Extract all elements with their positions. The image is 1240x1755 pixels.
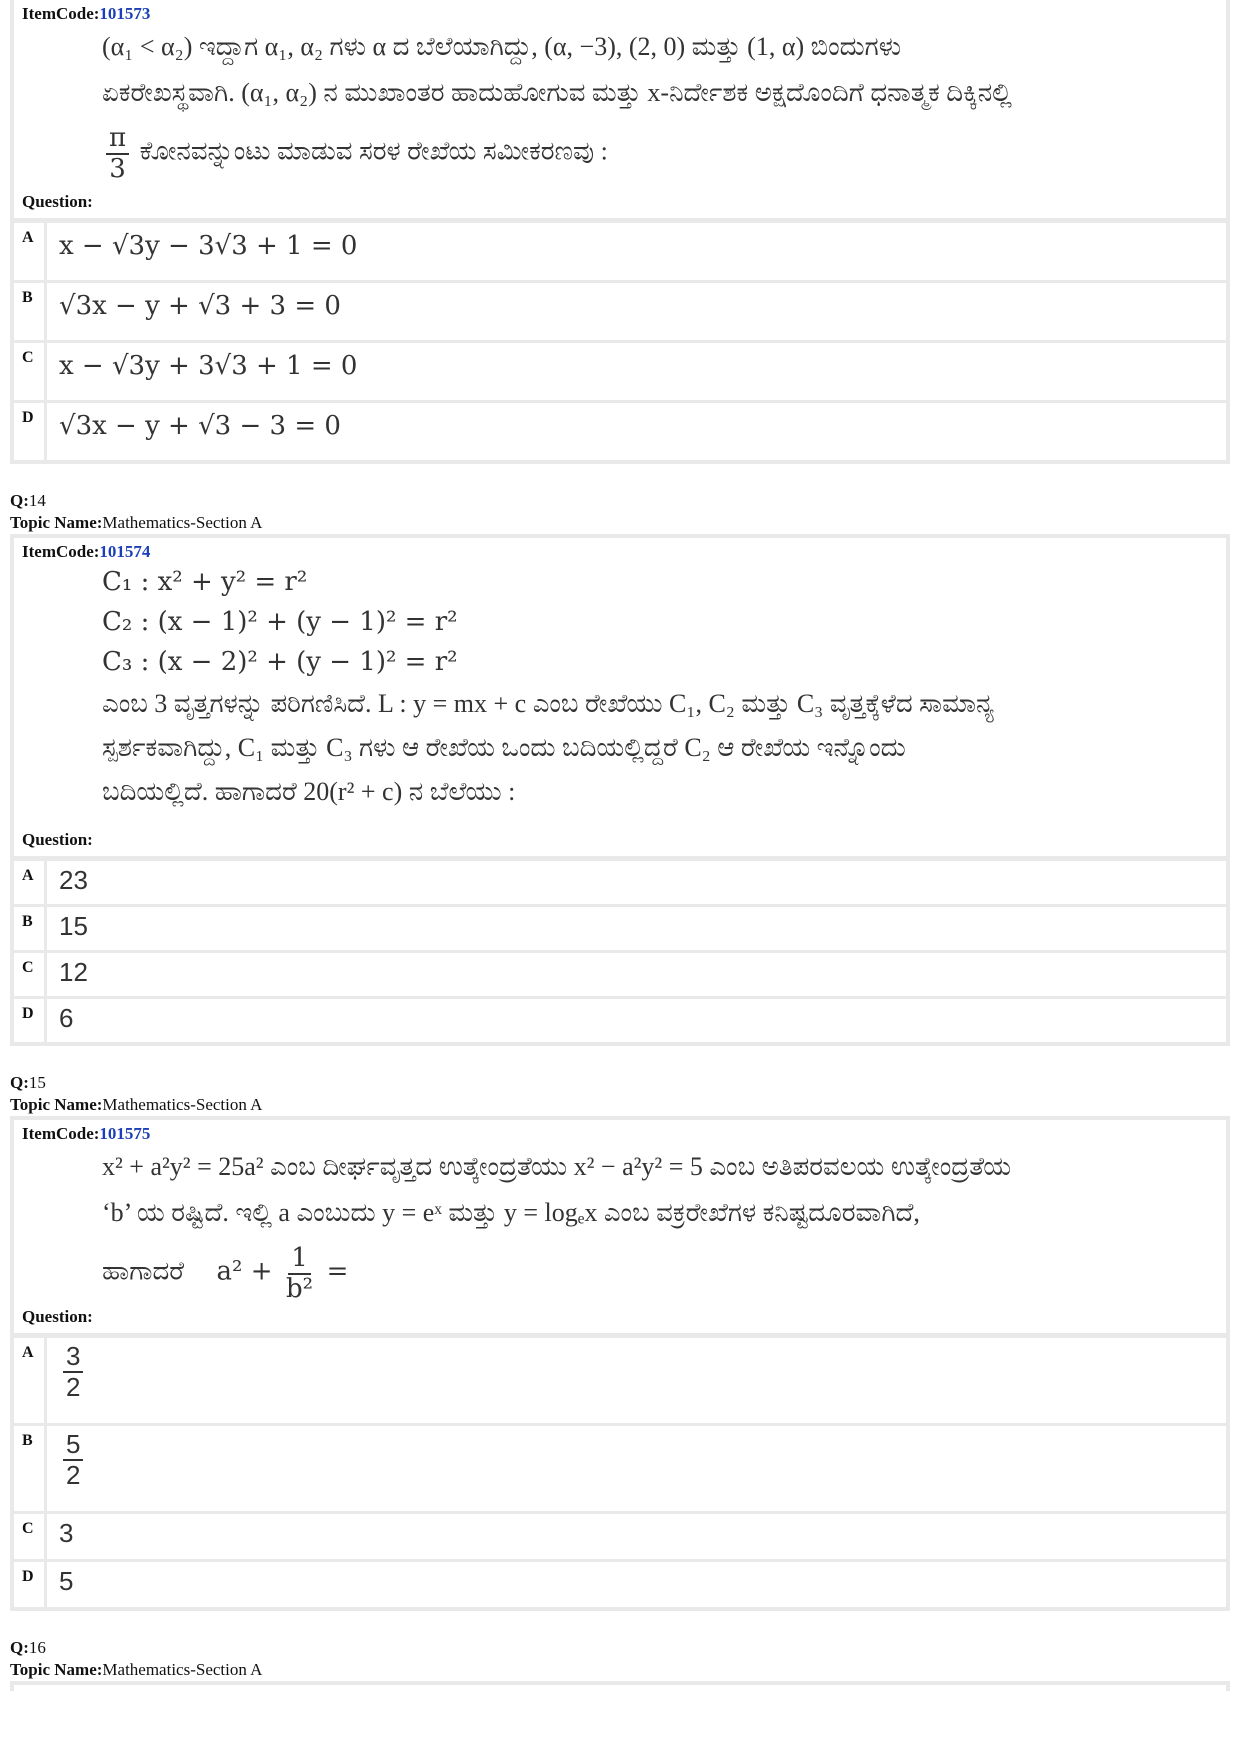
option-b[interactable] [14, 1423, 1226, 1511]
question-text [22, 562, 1218, 814]
question-header [14, 1120, 1226, 1335]
option-letter: A [22, 867, 34, 884]
question-text [22, 1144, 1218, 1303]
option-value: 3 [44, 1514, 1226, 1559]
option-a[interactable] [14, 1335, 1226, 1423]
option-value: √3x − y + √3 − 3 = 0 [44, 403, 1226, 460]
fraction: $\frac{3}{2}$ [63, 1342, 83, 1401]
option-value [44, 1426, 1226, 1511]
question-block-101575 [10, 1116, 1230, 1611]
question-label: Question: [22, 192, 93, 211]
option-b[interactable] [14, 280, 1226, 340]
question-block-next [10, 1681, 1230, 1691]
question-tail: ಕೋನವನ್ನುಂಟು ಮಾಡುವ ಸರಳ ರೇಖೆಯ ಸಮೀಕರಣವು : [139, 136, 608, 166]
item-code-value: 101575 [99, 1124, 151, 1143]
question-line: x² + a²y² = 25a² ಎಂಬ ದೀರ್ಘವೃತ್ತದ ಉತ್ಕೇಂದ್ರತೆಯು x² − a²y² = 5 ಎಂಬ ಅತಿಪರವಲಯ ಉತ್ಕೇಂದ್ರತೆಯ [102, 1152, 1012, 1181]
option-d[interactable] [14, 1559, 1226, 1607]
item-code: ItemCode:101574 [22, 542, 151, 561]
option-d[interactable] [14, 996, 1226, 1042]
question-line: C₁ : x² + y² = r² [102, 567, 308, 597]
option-value: 12 [44, 953, 1226, 996]
question-line: ಎಂಬ 3 ವೃತ್ತಗಳನ್ನು ಪರಿಗಣಿಸಿದೆ. L : y = mx + c ಎಂಬ ರೇಖೆಯು C₁, C₂ ಮತ್ತು C₃ ವೃತ್ತಕ್ಕೆಳೆದ ಸಾಮಾನ್ಯ [102, 689, 995, 718]
option-value: 15 [44, 907, 1226, 950]
question-meta-15: Q:15 Topic Name:Mathematics-Section A [10, 1073, 263, 1114]
option-a[interactable] [14, 220, 1226, 280]
question-header [14, 0, 1226, 220]
question-line: ಏಕರೇಖಸ್ಥವಾಗಿ. (α₁, α₂) ನ ಮುಖಾಂತರ ಹಾದುಹೋಗುವ ಮತ್ತು x-ನಿರ್ದೇಶಕ ಅಕ್ಷದೊಂದಿಗೆ ಧನಾತ್ಮಕ ದಿಕ್ಕಿನಲ್ಲಿ [102, 78, 1012, 107]
topic-name: Mathematics-Section A [102, 1095, 263, 1114]
option-letter: D [22, 1005, 34, 1022]
option-c[interactable] [14, 340, 1226, 400]
question-line: (α₁ < α₂) ಇದ್ದಾಗ α₁, α₂ ಗಳು α ದ ಬೆಲೆಯಾಗಿದ್ದು, (α, −3), (2, 0) ಮತ್ತು (1, α) ಬಿಂದುಗಳು [102, 32, 902, 61]
question-number: 15 [28, 1073, 46, 1092]
question-line [102, 124, 1218, 183]
question-line: C₃ : (x − 2)² + (y − 1)² = r² [102, 647, 458, 677]
fraction: $\frac{5}{2}$ [63, 1430, 83, 1489]
option-letter: A [22, 229, 34, 246]
question-text [22, 24, 1218, 183]
question-label: Question: [22, 830, 93, 849]
question-block-101573 [10, 0, 1230, 464]
question-line: C₂ : (x − 1)² + (y − 1)² = r² [102, 607, 458, 637]
option-c[interactable] [14, 950, 1226, 996]
question-number: 14 [28, 491, 46, 510]
question-number: 16 [28, 1638, 46, 1657]
question-line: ‘b’ ಯ ರಷ್ಟಿದೆ. ಇಲ್ಲಿ a ಎಂಬುದು y = eˣ ಮತ್ತು y = logₑx ಎಂಬ ವಕ್ರರೇಖೆಗಳ ಕನಿಷ್ಟದೂರವಾಗಿದೆ, [102, 1198, 920, 1227]
option-b[interactable] [14, 904, 1226, 950]
option-letter: D [22, 409, 34, 426]
item-code: ItemCode:101575 [22, 1124, 151, 1143]
option-d[interactable] [14, 400, 1226, 460]
question-meta-16: Q:16 Topic Name:Mathematics-Section A [10, 1638, 263, 1679]
option-letter: C [22, 349, 34, 366]
option-value [44, 1338, 1226, 1423]
topic-name: Mathematics-Section A [102, 513, 263, 532]
option-c[interactable] [14, 1511, 1226, 1559]
question-header [14, 538, 1226, 858]
option-value: x − √3y − 3√3 + 1 = 0 [44, 223, 1226, 280]
topic-name: Mathematics-Section A [102, 1660, 263, 1679]
question-line: ಹಾಗಾದರೆ a² + $\frac{1}{\text{b²}}$ = [102, 1243, 349, 1304]
question-label: Question: [22, 1307, 93, 1326]
option-letter: B [22, 289, 33, 306]
question-block-101574 [10, 534, 1230, 1046]
option-value: x − √3y + 3√3 + 1 = 0 [44, 343, 1226, 400]
option-letter: B [22, 1432, 33, 1449]
fraction: $\frac{1}{\text{b²}}$ [286, 1243, 314, 1304]
option-letter: C [22, 959, 34, 976]
question-meta-14: Q:14 Topic Name:Mathematics-Section A [10, 491, 263, 532]
item-code-value: 101574 [99, 542, 151, 561]
question-line: ಸ್ಪರ್ಶಕವಾಗಿದ್ದು, C₁ ಮತ್ತು C₃ ಗಳು ಆ ರೇಖೆಯ ಒಂದು ಬದಿಯಲ್ಲಿದ್ದರೆ C₂ ಆ ರೇಖೆಯ ಇನ್ನೊಂದು [102, 733, 906, 762]
option-letter: C [22, 1520, 34, 1537]
option-letter: A [22, 1344, 34, 1361]
fraction: $\frac{\pi}{3}$ [106, 124, 129, 183]
option-a[interactable] [14, 858, 1226, 904]
option-value: 6 [44, 999, 1226, 1042]
option-letter: D [22, 1568, 34, 1585]
option-letter: B [22, 913, 33, 930]
option-value: √3x − y + √3 + 3 = 0 [44, 283, 1226, 340]
option-value: 5 [44, 1562, 1226, 1607]
option-value: 23 [44, 861, 1226, 904]
question-line: ಬದಿಯಲ್ಲಿದೆ. ಹಾಗಾದರೆ 20(r² + c) ನ ಬೆಲೆಯು : [102, 777, 516, 806]
item-code: ItemCode:101573 [22, 4, 151, 23]
item-code-value: 101573 [99, 4, 151, 23]
